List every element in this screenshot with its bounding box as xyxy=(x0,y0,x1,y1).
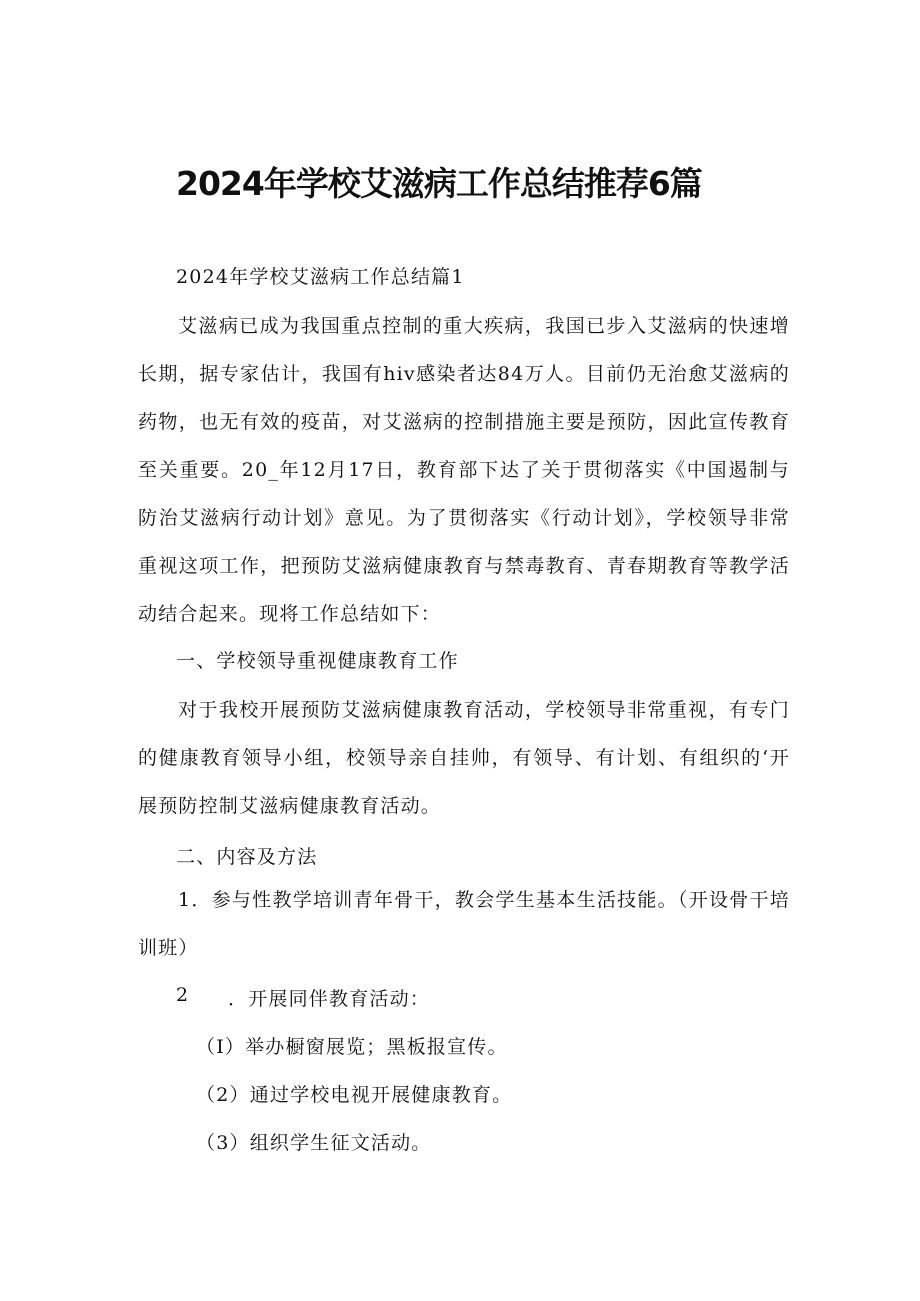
paragraph-leadership: 对于我校开展预防艾滋病健康教育活动，学校领导非常重视，有专门的健康教育领导小组，校领导亲自挂帅，有领导、有计划、有组织的‘开展预防控制艾滋病健康教育活动。 xyxy=(138,699,790,817)
document-title: 2024年学校艾滋病工作总结推荐6篇 xyxy=(176,164,702,203)
sub-item-2: （2）通过学校电视开展健康教育。 xyxy=(196,1084,513,1106)
sub-item-3: （3）组织学生征文活动。 xyxy=(196,1132,432,1154)
sub-item-1: （I）举办橱窗展览；黑板报宣传。 xyxy=(196,1036,508,1058)
heading-leadership: 一、学校领导重视健康教育工作 xyxy=(176,650,459,672)
heading-content-methods: 二、内容及方法 xyxy=(176,846,318,868)
intro-paragraph: 艾滋病已成为我国重点控制的重大疾病，我国已步入艾滋病的快速增长期，据专家估计，我国有hiv感染者达84万人。目前仍无治愈艾滋病的药物，也无有效的疫苗，对艾滋病的控制措施主要是预防，因此宣传教育至关重要。20_年12月17日，教育部下达了关于贯彻落实《中国遏制与防治艾滋病行动计划》意见。为了贯彻落实《行动计划》，学校领导非常重视这项工作，把预防艾滋病健康教育与禁毒教育、青春期教育等教学活动结合起来。现将工作总结如下： xyxy=(138,315,790,625)
list-item-2-text: ．开展同伴教育活动： xyxy=(228,988,431,1010)
list-item-1: 1．参与性教学培训青年骨干，教会学生基本生活技能。（开设骨干培训班） xyxy=(138,889,790,959)
list-item-2-number: 2 xyxy=(176,984,190,1006)
section-heading: 2024年学校艾滋病工作总结篇1 xyxy=(176,266,465,288)
